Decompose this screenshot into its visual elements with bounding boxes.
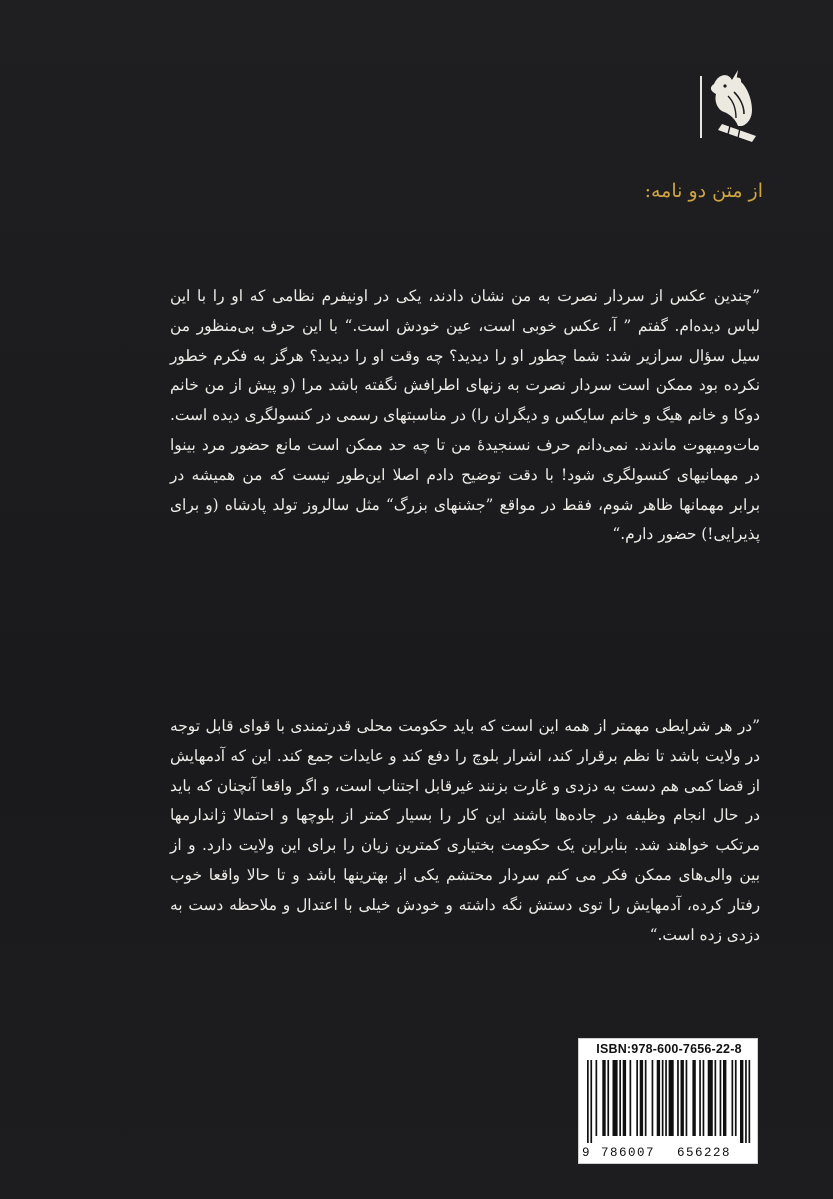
- letter-excerpt-1: ”چندین عکس از سردار نصرت به من نشان دادند، یکی در اونیفرم نظامی که او را با این لباس دیده‌ام. گفتم ” آ، عکس خوبی است، عین خودش است.“ با این حرف بی‌منظور من سیل سؤال سرازیر شد: شما چطور او را دیدید؟ چه وقت او را دیدید؟ هرگز به فکرم خطور نکرده بود ممکن است سردار نصرت به زنهای اطرافش نگفته باشد مرا (و پیش از من خانم دوکا و خانم هیگ و خانم سایکس و دیگران را) در مناسبتهای رسمی در کنسولگری دیده است. مات‌ومبهوت ماندند. نمی‌دانم حرف نسنجیدهٔ من تا چه حد ممکن است مانع حضور مرد بینوا در مهمانیهای کنسولگری شود! با دقت توضیح دادم اصلا این‌طور نیست که من همیشه در برابر مهمانها ظاهر شوم، فقط در مواقع ”جشنهای بزرگ“ مثل سالروز تولد پادشاه (و برای پذیرایی!) حضور دارم.“: [170, 287, 760, 544]
- barcode-digit-lead: 9: [582, 1146, 590, 1160]
- barcode-digits: [579, 1146, 759, 1162]
- crow-logo-icon: [694, 62, 766, 150]
- barcode-digits-right: 656228: [677, 1146, 732, 1160]
- isbn-barcode-label: [578, 1038, 758, 1164]
- letter-excerpt-2: ”در هر شرایطی مهمتر از همه این است که باید حکومت محلی قدرتمندی با قوای قابل توجه در ولایت باشد تا نظم برقرار کند، اشرار بلوچ را دفع کند و عایدات جمع کند. این که آدمهایش از قضا کمی هم دست به دزدی و غارت بزنند غیرقابل اجتناب است، و اگر واقعا آنچنان که باید در حال انجام وظیفه در جاده‌ها باشند این کار را بسیار کمتر از بلوچها و احتمالا ژاندارمها مرتکب خواهند شد. بنابراین یک حکومت بختیاری کمترین زیان را برای این ولایت دارد. و از بین والی‌های ممکن فکر می کنم سردار محتشم یکی از بهترینها باشد و تا حالا واقعا خوب رفتار کرده، آدمهایش را توی دستش نگه داشته و خودش خیلی با اعتدال و ملاحظه دست به دزدی زده است.“: [170, 717, 760, 944]
- barcode-digits-left: 786007: [601, 1146, 656, 1160]
- isbn-number: ISBN:978-600-7656-22-8: [596, 1042, 742, 1056]
- barcode-icon: [587, 1060, 751, 1143]
- intro-heading: از متن دو نامه:: [644, 180, 763, 202]
